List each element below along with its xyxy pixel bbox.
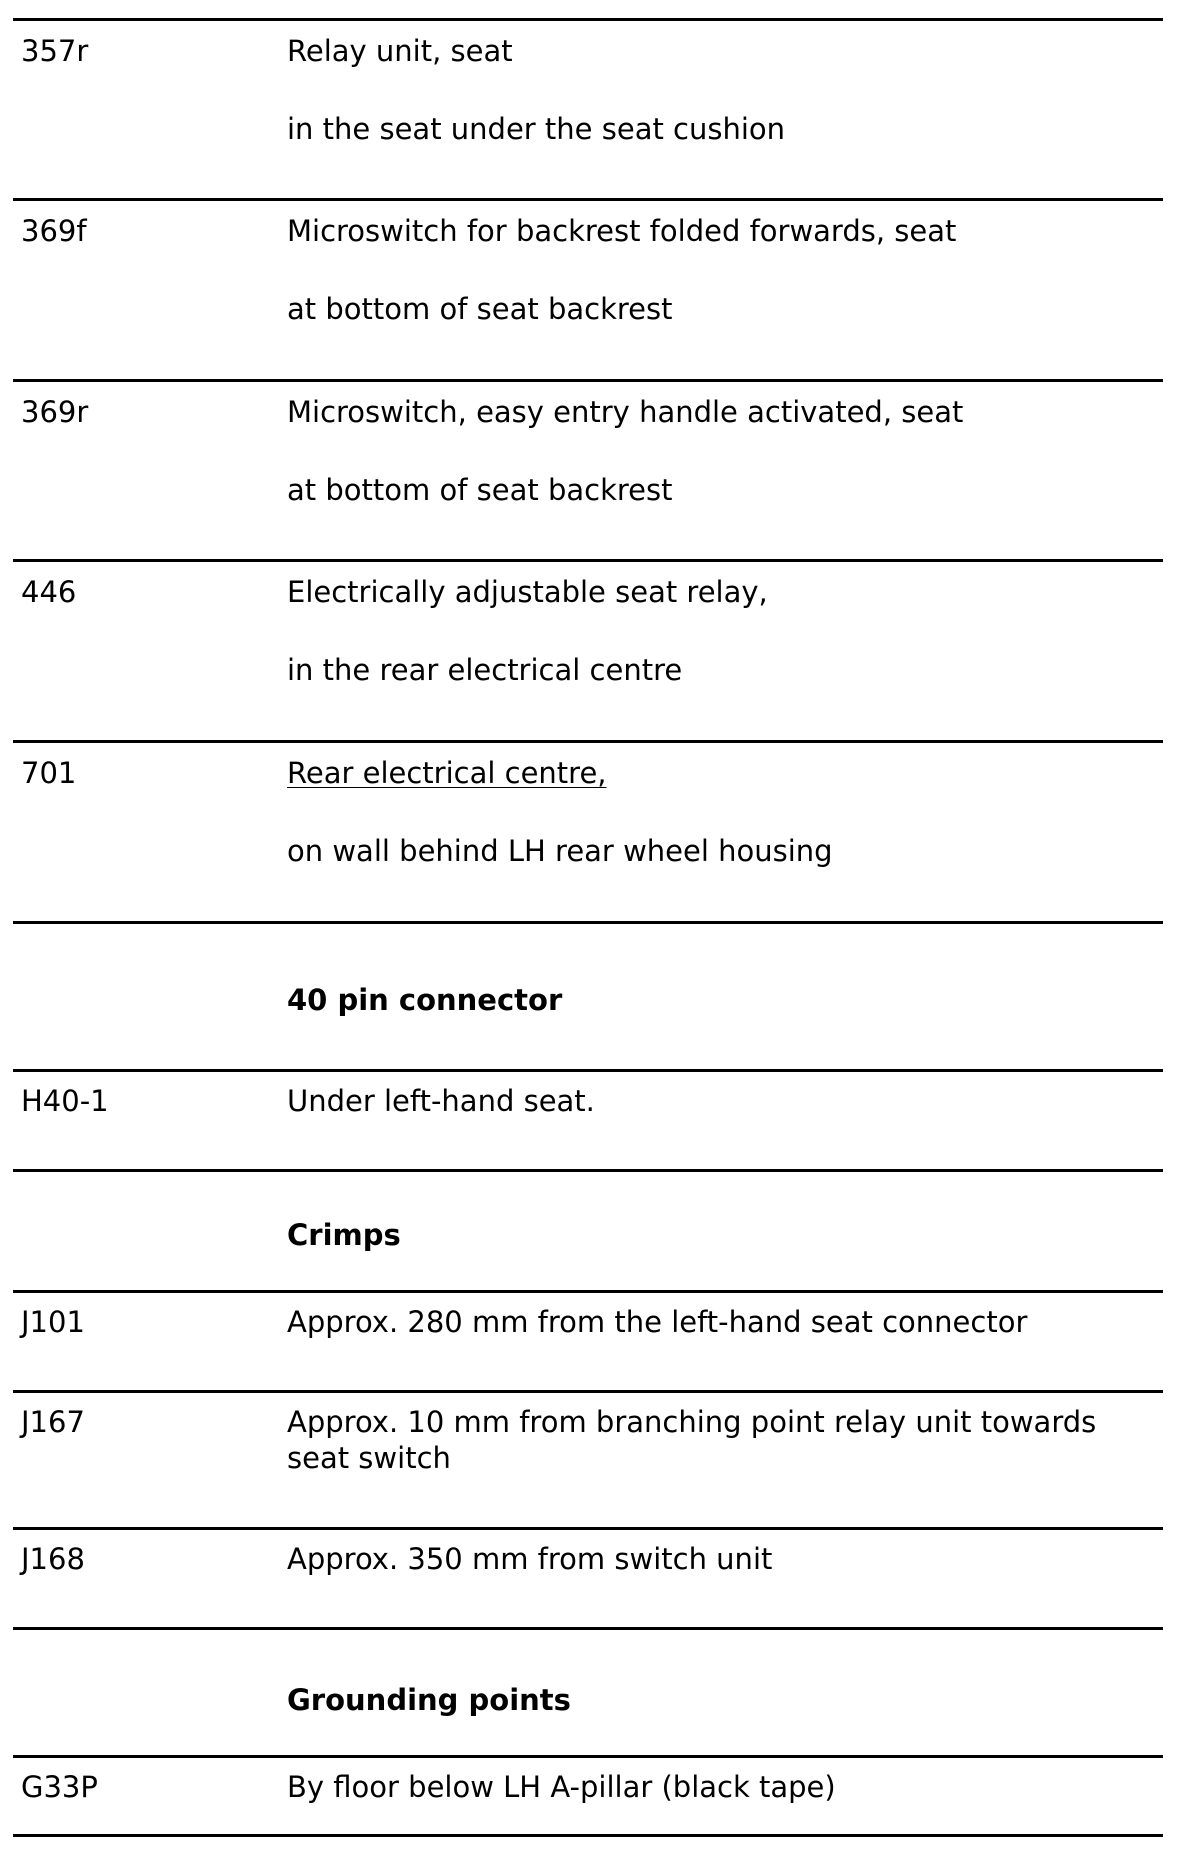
table-bottom-rule (13, 1834, 1163, 1837)
row-divider (13, 740, 1163, 743)
crimp-code: J167 (21, 1405, 85, 1439)
section-divider (13, 1169, 1163, 1172)
component-code: 701 (21, 756, 77, 790)
crimp-location: Approx. 280 mm from the left-hand seat connector (287, 1305, 1028, 1339)
row-divider (13, 1390, 1163, 1393)
section-divider (13, 1627, 1163, 1630)
section-heading-connector: 40 pin connector (287, 983, 563, 1017)
component-location: at bottom of seat backrest (287, 473, 673, 507)
row-divider (13, 559, 1163, 562)
component-location: at bottom of seat backrest (287, 292, 673, 326)
component-name: Relay unit, seat (287, 34, 513, 68)
component-name: Microswitch for backrest folded forwards, seat (287, 214, 957, 248)
connector-location: Under left-hand seat. (287, 1084, 595, 1118)
row-divider (13, 379, 1163, 382)
row-divider (13, 1755, 1163, 1758)
row-divider (13, 1527, 1163, 1530)
section-divider (13, 921, 1163, 924)
component-name: Microswitch, easy entry handle activated, seat (287, 395, 964, 429)
grounding-code: G33P (21, 1770, 98, 1804)
crimp-code: J101 (21, 1305, 85, 1339)
row-divider (13, 1069, 1163, 1072)
row-divider (13, 198, 1163, 201)
component-code: 369f (21, 214, 87, 248)
connector-code: H40-1 (21, 1084, 109, 1118)
row-divider (13, 18, 1163, 21)
section-heading-crimps: Crimps (287, 1218, 401, 1252)
component-location: in the rear electrical centre (287, 653, 683, 687)
row-divider (13, 1290, 1163, 1293)
component-code: 357r (21, 34, 89, 68)
component-location: in the seat under the seat cushion (287, 112, 786, 146)
component-code: 369r (21, 395, 89, 429)
component-name-link[interactable]: Rear electrical centre, (287, 756, 607, 790)
crimp-location: Approx. 350 mm from switch unit (287, 1542, 773, 1576)
component-name: Electrically adjustable seat relay, (287, 575, 768, 609)
crimp-location: Approx. 10 mm from branching point relay unit towards seat switch (287, 1405, 1097, 1475)
crimp-code: J168 (21, 1542, 85, 1576)
grounding-location: By floor below LH A-pillar (black tape) (287, 1770, 836, 1804)
component-code: 446 (21, 575, 77, 609)
component-location: on wall behind LH rear wheel housing (287, 834, 833, 868)
section-heading-grounding: Grounding points (287, 1683, 571, 1717)
